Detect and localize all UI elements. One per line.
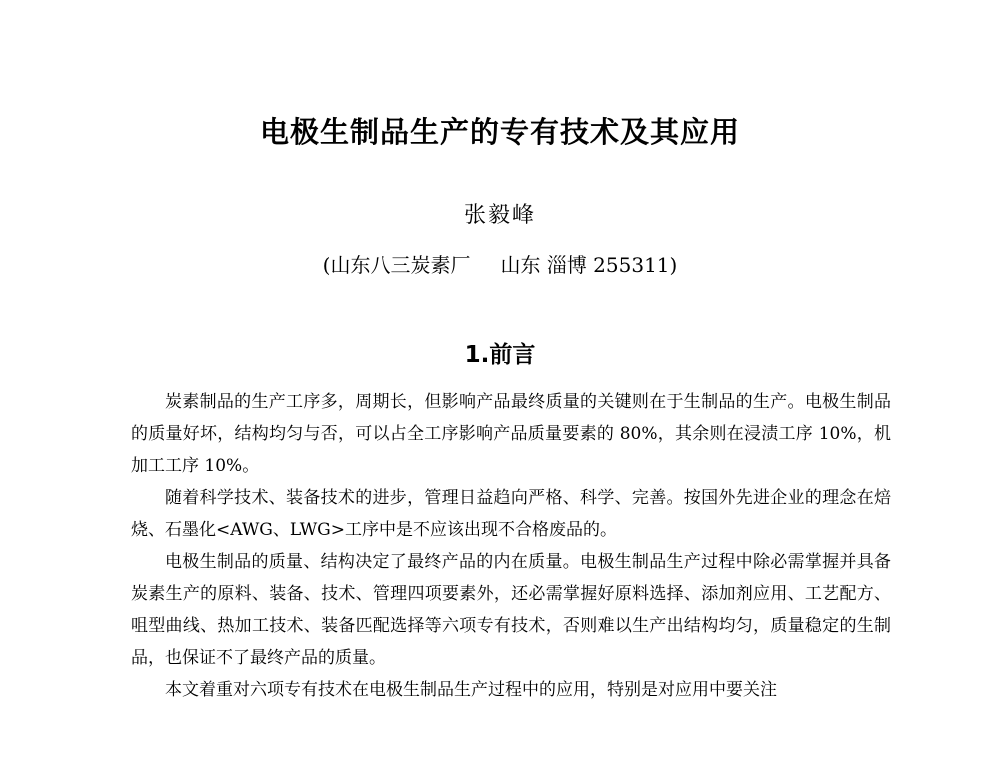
author-affiliation [0,250,1000,280]
paragraph: 炭素制品的生产工序多，周期长，但影响产品最终质量的关键则在于生制品的生产。电极生制品的质量好坏，结构均匀与否，可以占全工序影响产品质量要素的 80%，其余则在浸渍工序 10%，机加工工序 10%。 [131,392,891,476]
affiliation-org: (山东八三炭素厂 [322,253,471,277]
paper-title: 电极生制品生产的专有技术及其应用 [259,115,740,149]
paragraph: 随着科学技术、装备技术的进步，管理日益趋向严格、科学、完善。按国外先进企业的理念在焙烧、石墨化<AWG、LWG>工序中是不应该出现不合格废品的。 [131,488,891,540]
paragraph: 电极生制品的质量、结构决定了最终产品的内在质量。电极生制品生产过程中除必需掌握并具备炭素生产的原料、装备、技术、管理四项要素外，还必需掌握好原料选择、添加剂应用、工艺配方、咀型曲线、热加工技术、装备匹配选择等六项专有技术，否则难以生产出结构均匀，质量稳定的生制品，也保证不了最终产品的质量。 [131,552,891,668]
affiliation-location: 山东 淄博 255311) [500,253,678,277]
section-heading: 1.前言 [464,342,536,368]
author-name: 张毅峰 [463,203,536,228]
paragraph: 本文着重对六项专有技术在电极生制品生产过程中的应用，特别是对应用中要关注 [165,680,777,700]
body-text [131,386,891,706]
